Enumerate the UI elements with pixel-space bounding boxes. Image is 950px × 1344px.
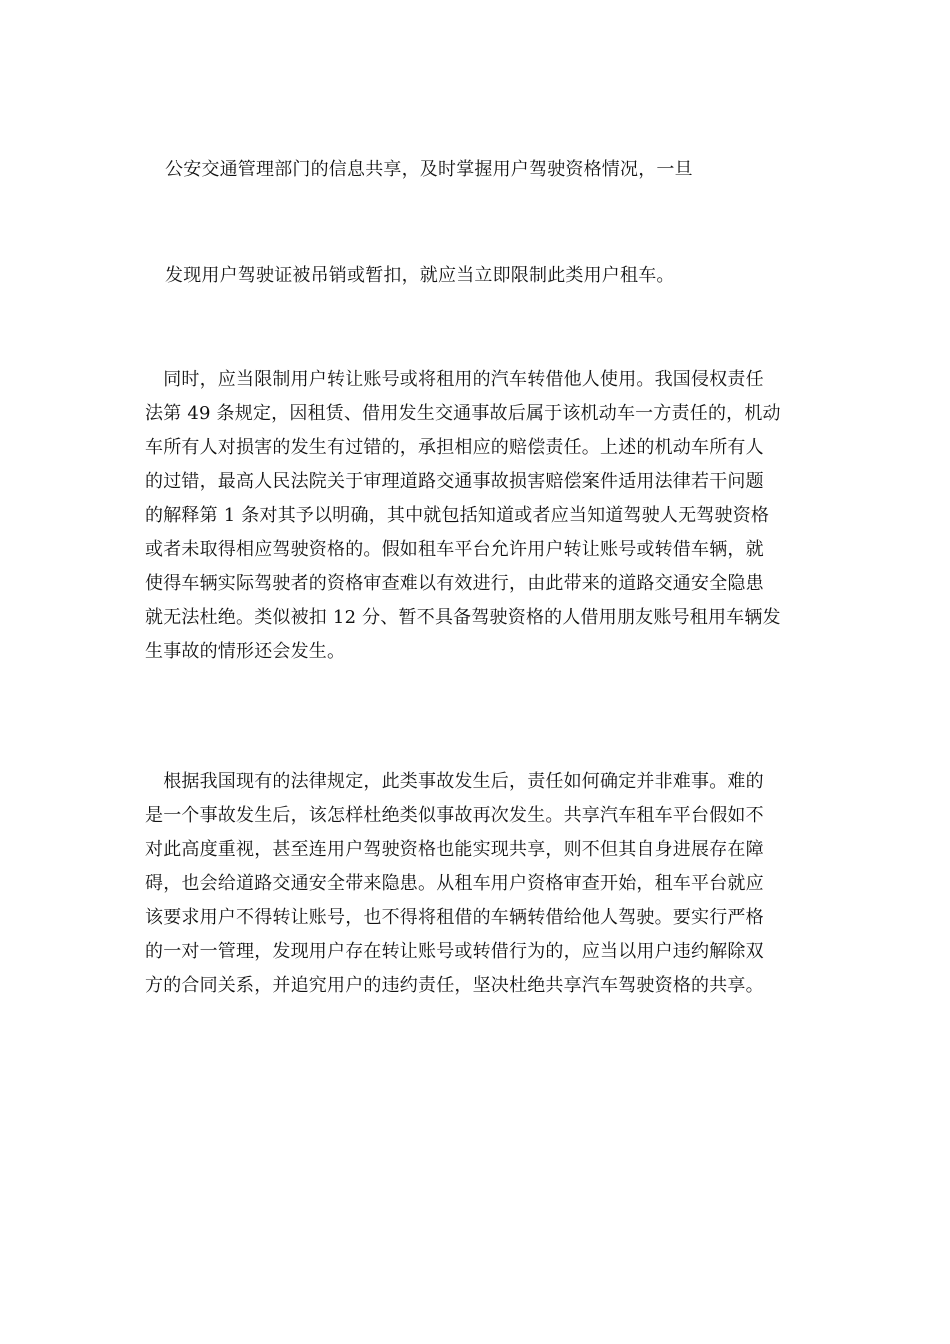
paragraph-line: 的过错，最高人民法院关于审理道路交通事故损害赔偿案件适用法律若干问题 — [145, 471, 764, 492]
paragraph-line: 就无法杜绝。类似被扣 12 分、暂不具备驾驶资格的人借用朋友账号租用车辆发 — [145, 607, 781, 628]
paragraph-line: 使得车辆实际驾驶者的资格审查难以有效进行，由此带来的道路交通安全隐患 — [145, 573, 764, 594]
paragraph-line: 法第 49 条规定，因租赁、借用发生交通事故后属于该机动车一方责任的，机动 — [145, 403, 781, 424]
paragraph-line: 的一对一管理，发现用户存在转让账号或转借行为的，应当以用户违约解除双 — [145, 941, 764, 962]
paragraph-line: 方的合同关系，并追究用户的违约责任，坚决杜绝共享汽车驾驶资格的共享。 — [145, 975, 764, 996]
paragraph-2 — [145, 765, 815, 1003]
paragraph-line: 碍，也会给道路交通安全带来隐患。从租车用户资格审查开始，租车平台就应 — [145, 873, 764, 894]
paragraph-line: 该要求用户不得转让账号，也不得将租借的车辆转借给他人驾驶。要实行严格 — [145, 907, 764, 928]
paragraph-1 — [145, 363, 815, 669]
text-line: 公安交通管理部门的信息共享，及时掌握用户驾驶资格情况，一旦 — [165, 159, 693, 180]
paragraph-line: 车所有人对损害的发生有过错的，承担相应的赔偿责任。上述的机动车所有人 — [145, 437, 764, 458]
text-line: 发现用户驾驶证被吊销或暂扣，就应当立即限制此类用户租车。 — [165, 265, 675, 286]
paragraph-line: 同时，应当限制用户转让账号或将租用的汽车转借他人使用。我国侵权责任 — [145, 369, 764, 390]
paragraph-line: 对此高度重视，甚至连用户驾驶资格也能实现共享，则不但其自身进展存在障 — [145, 839, 764, 860]
paragraph-line: 或者未取得相应驾驶资格的。假如租车平台允许用户转让账号或转借车辆，就 — [145, 539, 764, 560]
paragraph-line: 是一个事故发生后，该怎样杜绝类似事故再次发生。共享汽车租车平台假如不 — [145, 805, 764, 826]
paragraph-line: 根据我国现有的法律规定，此类事故发生后，责任如何确定并非难事。难的 — [145, 771, 764, 792]
paragraph-line: 的解释第 1 条对其予以明确，其中就包括知道或者应当知道驾驶人无驾驶资格 — [145, 505, 770, 526]
paragraph-line: 生事故的情形还会发生。 — [145, 641, 346, 662]
